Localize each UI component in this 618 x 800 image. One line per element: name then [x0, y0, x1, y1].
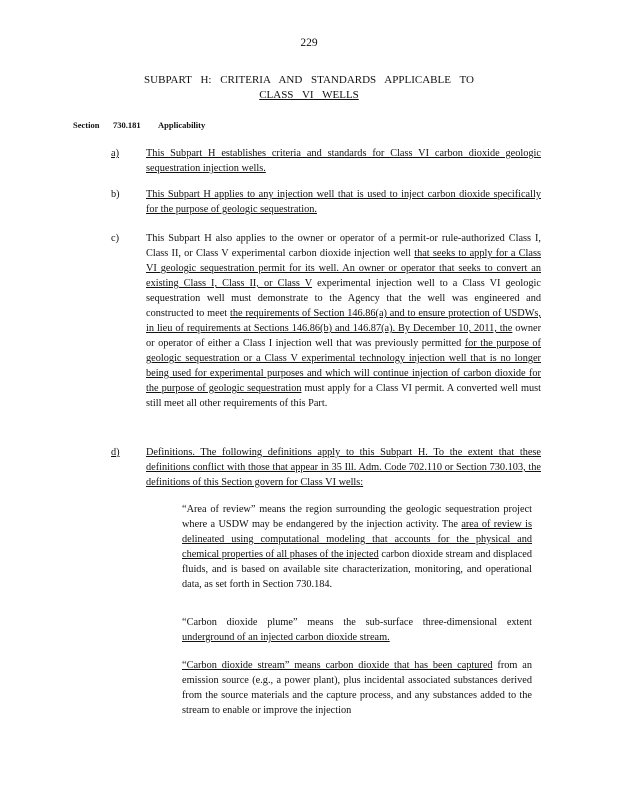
- definition-stream-part-2: from an emission source (e.g., a power plant), plus incidental associated substances derived from the source materials and the capture process, and any substances added to the stream to enable or improve the injection: [182, 660, 532, 716]
- item-a: [111, 146, 541, 176]
- definition-carbon-dioxide-plume: [182, 615, 532, 645]
- subpart-title-line-2: CLASS VI WELLS: [259, 89, 359, 101]
- item-a-letter: a): [111, 148, 119, 159]
- section-heading: [73, 118, 226, 133]
- definition-plume-part-1: “Carbon dioxide plume” means the sub-surface three-dimensional extent: [182, 617, 532, 628]
- item-c-text-part-5: owner or operator of either a Class I injection well that was previously permitted: [146, 323, 541, 349]
- item-d: [111, 445, 541, 490]
- item-d-letter: d): [111, 447, 120, 458]
- item-c-text-part-2: that seeks to apply for a Class VI geologic sequestration permit for its well. An owner or operator that seeks to convert an existing Class I, Class II, or Class V: [146, 248, 541, 289]
- item-c-text-part-4: the requirements of Section 146.86(a) and to ensure protection of USDWs, in lieu of requirements at Sections 146.86(b) and 146.87(a). By December 10, 2011, the: [146, 308, 541, 334]
- subpart-title-line-1: SUBPART H: CRITERIA AND STANDARDS APPLICABLE TO: [144, 74, 474, 86]
- definition-area-of-review-part-1: “Area of review” means the region surrounding the geologic sequestration project where a USDW may be endangered by the injection activity. The: [182, 504, 532, 530]
- definition-stream-part-1: “Carbon dioxide stream” means carbon dioxide that has been captured: [182, 660, 493, 671]
- item-a-text: This Subpart H establishes criteria and standards for Class VI carbon dioxide geologic sequestration injection wells.: [146, 148, 541, 174]
- item-b: [111, 187, 541, 217]
- item-c-text-part-6: for the purpose of geologic sequestration or a Class V experimental technology injection well that is no longer being used for experimental purposes and which will continue injection of carbon dioxide for the purpose of geologic sequestration: [146, 338, 541, 394]
- item-c-text-part-3: experimental injection well to a Class VI geologic sequestration well must demonstrate to the Agency that the well was engineered and constructed to meet: [146, 278, 541, 319]
- item-b-text: This Subpart H applies to any injection well that is used to inject carbon dioxide specifically for the purpose of geologic sequestration.: [146, 189, 541, 215]
- section-label: Section: [73, 120, 100, 130]
- item-c-text-part-7: must apply for a Class VI permit. A converted well must still meet all other requirements of this Part.: [146, 383, 541, 409]
- section-title: Applicability: [158, 120, 206, 130]
- item-c-text: [146, 231, 541, 411]
- definition-area-of-review-part-2: area of review is delineated using computational modeling that accounts for the physical and chemical properties of all phases of the injected: [182, 519, 533, 560]
- section-number: 730.181: [113, 120, 141, 130]
- page-number: 229: [300, 37, 318, 49]
- subpart-title: [0, 73, 618, 103]
- definition-area-of-review-part-3: carbon dioxide stream and displaced fluids, and is based on available site characterization, monitoring, and operational data, as set forth in Section 730.184.: [182, 549, 533, 590]
- item-c: [111, 231, 541, 411]
- definition-carbon-dioxide-stream: [182, 658, 532, 718]
- item-d-text: Definitions. The following definitions apply to this Subpart H. To the extent that these definitions conflict with those that appear in 35 Ill. Adm. Code 702.110 or Section 730.103, the definitions of this Section govern for Class VI wells:: [146, 447, 541, 488]
- item-b-letter: b): [111, 189, 120, 200]
- definition-plume-part-2: underground of an injected carbon dioxide stream.: [182, 632, 390, 643]
- definition-area-of-review: [182, 502, 532, 592]
- item-c-text-part-1: This Subpart H also applies to the owner or operator of a permit-or rule-authorized Class I, Class II, or Class V experimental carbon dioxide injection well: [146, 233, 541, 259]
- item-c-letter: c): [111, 233, 119, 244]
